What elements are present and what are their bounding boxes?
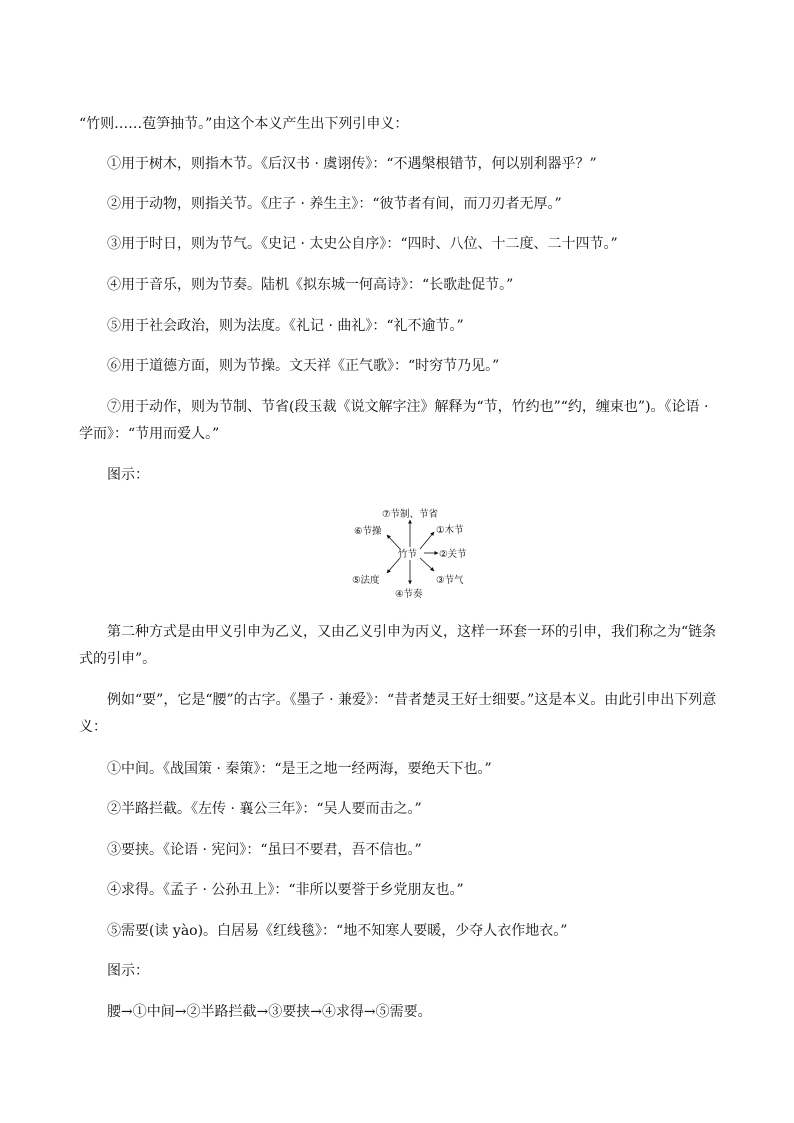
list-item: ③要挟。《论语 · 宪问》：“虽曰不要君，吾不信也。” [107, 842, 422, 858]
diagram-node-3: ③节气 [436, 575, 464, 586]
list-item: ④用于音乐，则为节奏。陆机《拟东城一何高诗》：“长歌赴促节。” [107, 277, 514, 293]
arrow-upper-right [420, 532, 434, 549]
figure-caption: 图示： [107, 963, 149, 979]
paragraph-example: 例如“要”，它是“腰”的古字。《墨子 · 兼爱》：“昔者楚灵王好士细要。”这是本义。由此引申出下列意义： [79, 692, 717, 735]
arrow-lower-left [387, 558, 400, 573]
diagram-node-6: ⑥节操 [354, 526, 382, 537]
diagram-node-7: ⑦节制、节省 [382, 509, 439, 520]
list-item: ①用于树木，则指木节。《后汉书 · 虞诩传》：“不遇槃根错节，何以别利器乎？” [107, 156, 597, 172]
diagram-node-5: ⑤法度 [352, 575, 380, 586]
paragraph-intro: “竹则……苞笋抽节。”由这个本义产生出下列引申义： [79, 116, 409, 132]
paragraph-chain-extension: 第二种方式是由甲义引申为乙义，又由乙义引申为丙义，这样一环套一环的引申，我们称之为“链条式的引申”。 [79, 624, 717, 667]
list-item: ②用于动物，则指关节。《庄子 · 养生主》：“彼节者有间，而刀刃者无厚。” [107, 196, 562, 212]
diagram-node-2: ②关节 [439, 549, 467, 560]
diagram-center-node: 竹节 [398, 549, 418, 560]
list-item: ①中间。《战国策 · 秦策》：“是王之地一经两海，要绝天下也。” [107, 761, 492, 777]
list-item: ⑤需要(读 yào)。白居易《红线毯》：“地不知寒人要暖，少夺人衣作地衣。” [107, 923, 568, 939]
list-item: ④求得。《孟子 · 公孙丑上》：“非所以要誉于乡党朋友也。” [107, 882, 464, 898]
diagram-node-4: ④节奏 [395, 589, 423, 600]
list-item: ⑦用于动作，则为节制、节省(段玉裁《说文解字注》解释为“节，竹约也”“约，缠束也”)。《论语 · 学而》：“节用而爱人。” [79, 399, 709, 442]
list-item: ②半路拦截。《左传 · 襄公三年》：“吴人要而击之。” [107, 801, 422, 817]
chain-diagram-text: 腰→①中间→②半路拦截→③要挟→④求得→⑤需要。 [107, 1004, 432, 1020]
figure-caption: 图示： [107, 467, 149, 483]
diagram-node-1: ①木节 [436, 525, 464, 536]
arrow-upper-left [387, 535, 400, 549]
arrow-lower-right [420, 558, 434, 571]
list-item: ⑥用于道德方面，则为节操。文天祥《正气歌》：“时穷节乃见。” [107, 358, 500, 374]
list-item: ⑤用于社会政治，则为法度。《礼记 · 曲礼》：“礼不逾节。” [107, 318, 464, 334]
semantic-extension-diagram [340, 505, 480, 600]
list-item: ③用于时日，则为节气。《史记 · 太史公自序》：“四时、八位、十二度、二十四节。” [107, 236, 618, 252]
